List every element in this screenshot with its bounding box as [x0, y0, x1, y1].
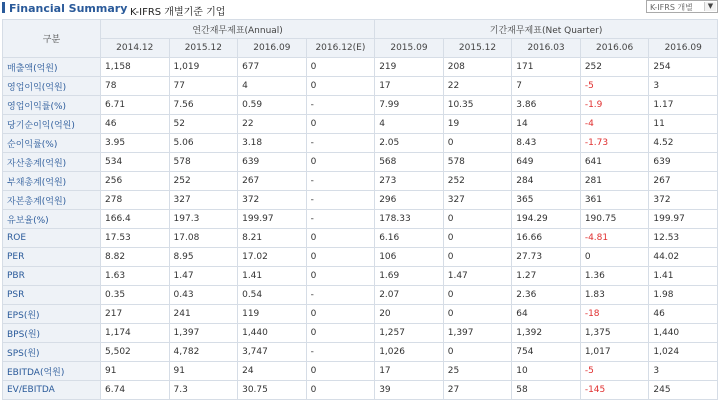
table-cell: 64 [512, 305, 581, 324]
row-label-link[interactable]: BPS(원) [3, 324, 101, 343]
table-cell: -4 [580, 115, 649, 134]
table-cell: 91 [101, 362, 170, 381]
table-cell: 106 [375, 248, 444, 267]
table-cell: 3 [649, 362, 718, 381]
table-cell: 534 [101, 153, 170, 172]
table-cell: -1.73 [580, 134, 649, 153]
table-cell: 166.4 [101, 210, 170, 229]
table-cell: 1.41 [238, 267, 307, 286]
table-cell: - [306, 172, 375, 191]
column-header: 2016.09 [238, 39, 307, 58]
table-cell: 1,397 [443, 324, 512, 343]
table-cell: 178.33 [375, 210, 444, 229]
table-cell: 372 [649, 191, 718, 210]
table-cell: 0 [306, 248, 375, 267]
title-text: Financial Summary [9, 2, 128, 15]
table-cell: 16.66 [512, 229, 581, 248]
table-cell: 1,440 [649, 324, 718, 343]
row-label-link[interactable]: PSR [3, 286, 101, 305]
table-cell: 119 [238, 305, 307, 324]
row-label-link[interactable]: 부채총계(억원) [3, 172, 101, 191]
table-cell: 3.95 [101, 134, 170, 153]
header-label-column: 구분 [3, 20, 101, 58]
row-label-link[interactable]: 자본총계(억원) [3, 191, 101, 210]
table-row [3, 286, 718, 305]
table-cell: 1,375 [580, 324, 649, 343]
table-cell: 278 [101, 191, 170, 210]
table-cell: 17 [375, 362, 444, 381]
table-cell: 27.73 [512, 248, 581, 267]
table-cell: 273 [375, 172, 444, 191]
table-cell: - [306, 134, 375, 153]
title-marker-icon [2, 2, 5, 13]
table-cell: 3.86 [512, 96, 581, 115]
select-value: K-IFRS 개별 [650, 3, 693, 12]
table-cell: 361 [580, 191, 649, 210]
table-cell: 17.53 [101, 229, 170, 248]
table-cell: 0.54 [238, 286, 307, 305]
table-row [3, 210, 718, 229]
table-cell: 19 [443, 115, 512, 134]
table-cell: 3,747 [238, 343, 307, 362]
table-row [3, 267, 718, 286]
table-row [3, 153, 718, 172]
financial-summary-table [2, 19, 718, 400]
table-cell: 2.07 [375, 286, 444, 305]
table-cell: 578 [443, 153, 512, 172]
table-cell: 0.35 [101, 286, 170, 305]
row-label-link[interactable]: 영업이익률(%) [3, 96, 101, 115]
table-cell: 208 [443, 58, 512, 77]
table-cell: 0 [306, 362, 375, 381]
row-label-link[interactable]: 당기순이익(억원) [3, 115, 101, 134]
table-cell: 30.75 [238, 381, 307, 400]
table-cell: 8.82 [101, 248, 170, 267]
table-row [3, 324, 718, 343]
table-cell: 77 [169, 77, 238, 96]
table-cell: 78 [101, 77, 170, 96]
table-cell: 199.97 [238, 210, 307, 229]
table-cell: 0 [306, 267, 375, 286]
row-label-link[interactable]: EV/EBITDA [3, 381, 101, 400]
table-cell: 5,502 [101, 343, 170, 362]
table-cell: 1.69 [375, 267, 444, 286]
table-cell: 11 [649, 115, 718, 134]
table-cell: 0 [443, 343, 512, 362]
table-cell: 194.29 [512, 210, 581, 229]
table-cell: -145 [580, 381, 649, 400]
table-cell: 284 [512, 172, 581, 191]
row-label-link[interactable]: 영업이익(억원) [3, 77, 101, 96]
table-cell: 7.3 [169, 381, 238, 400]
column-header: 2015.12 [169, 39, 238, 58]
table-cell: 12.53 [649, 229, 718, 248]
column-header: 2015.09 [375, 39, 444, 58]
row-label-link[interactable]: EBITDA(억원) [3, 362, 101, 381]
row-label-link[interactable]: PBR [3, 267, 101, 286]
table-row [3, 248, 718, 267]
table-cell: 17.08 [169, 229, 238, 248]
table-cell: 0 [306, 77, 375, 96]
table-cell: 0 [306, 153, 375, 172]
accounting-basis-select[interactable] [646, 0, 718, 13]
section-title [2, 2, 127, 15]
table-cell: 254 [649, 58, 718, 77]
table-cell: 0 [306, 115, 375, 134]
table-cell: 252 [169, 172, 238, 191]
table-cell: 0 [306, 229, 375, 248]
table-cell: 0 [443, 229, 512, 248]
table-cell: 0 [443, 305, 512, 324]
table-cell: 1.27 [512, 267, 581, 286]
table-row [3, 58, 718, 77]
table-cell: 252 [580, 58, 649, 77]
table-cell: 0 [306, 324, 375, 343]
table-cell: 6.16 [375, 229, 444, 248]
row-label-link[interactable]: PER [3, 248, 101, 267]
table-cell: 25 [443, 362, 512, 381]
table-cell: 8.21 [238, 229, 307, 248]
table-cell: 568 [375, 153, 444, 172]
table-cell: 1,440 [238, 324, 307, 343]
table-cell: 365 [512, 191, 581, 210]
table-row [3, 362, 718, 381]
table-row [3, 77, 718, 96]
table-row [3, 229, 718, 248]
table-cell: 1,024 [649, 343, 718, 362]
table-row [3, 172, 718, 191]
table-cell: 22 [238, 115, 307, 134]
table-cell: -5 [580, 77, 649, 96]
table-cell: 39 [375, 381, 444, 400]
table-cell: 267 [649, 172, 718, 191]
table-cell: 4,782 [169, 343, 238, 362]
table-cell: 281 [580, 172, 649, 191]
table-cell: 1,019 [169, 58, 238, 77]
table-cell: 0 [580, 248, 649, 267]
table-cell: - [306, 191, 375, 210]
row-label-link[interactable]: 매출액(억원) [3, 58, 101, 77]
table-cell: 7.99 [375, 96, 444, 115]
table-cell: 17.02 [238, 248, 307, 267]
table-cell: 1.17 [649, 96, 718, 115]
column-header: 2014.12 [101, 39, 170, 58]
table-cell: 27 [443, 381, 512, 400]
table-cell: 8.95 [169, 248, 238, 267]
table-cell: 0.43 [169, 286, 238, 305]
row-label-link[interactable]: SPS(원) [3, 343, 101, 362]
table-cell: 1.47 [443, 267, 512, 286]
table-cell: 46 [649, 305, 718, 324]
table-cell: 245 [649, 381, 718, 400]
table-cell: 256 [101, 172, 170, 191]
column-header: 2016.09 [649, 39, 718, 58]
table-row [3, 134, 718, 153]
table-cell: 6.74 [101, 381, 170, 400]
column-header: 2016.03 [512, 39, 581, 58]
row-label-link[interactable]: 순이익률(%) [3, 134, 101, 153]
table-cell: 52 [169, 115, 238, 134]
table-cell: 296 [375, 191, 444, 210]
table-cell: 6.71 [101, 96, 170, 115]
table-cell: 1,026 [375, 343, 444, 362]
table-cell: 171 [512, 58, 581, 77]
table-cell: 639 [649, 153, 718, 172]
table-cell: 7.56 [169, 96, 238, 115]
table-cell: 1.41 [649, 267, 718, 286]
table-cell: 199.97 [649, 210, 718, 229]
table-cell: 217 [101, 305, 170, 324]
column-header: 2015.12 [443, 39, 512, 58]
table-cell: 0 [443, 286, 512, 305]
table-cell: 190.75 [580, 210, 649, 229]
table-cell: 24 [238, 362, 307, 381]
table-cell: 7 [512, 77, 581, 96]
table-cell: 2.36 [512, 286, 581, 305]
row-label-link[interactable]: 유보율(%) [3, 210, 101, 229]
table-cell: 0.59 [238, 96, 307, 115]
table-cell: 252 [443, 172, 512, 191]
table-cell: 1,174 [101, 324, 170, 343]
table-cell: 91 [169, 362, 238, 381]
table-cell: 578 [169, 153, 238, 172]
table-cell: -5 [580, 362, 649, 381]
header-annual-group: 연간재무제표(Annual) [101, 20, 375, 39]
table-row [3, 305, 718, 324]
table-cell: 1,257 [375, 324, 444, 343]
table-cell: 1.63 [101, 267, 170, 286]
row-label-link[interactable]: ROE [3, 229, 101, 248]
table-cell: 58 [512, 381, 581, 400]
table-cell: 1,397 [169, 324, 238, 343]
table-cell: -4.81 [580, 229, 649, 248]
table-cell: 241 [169, 305, 238, 324]
table-cell: 14 [512, 115, 581, 134]
table-cell: 22 [443, 77, 512, 96]
table-cell: -1.9 [580, 96, 649, 115]
table-cell: 4 [238, 77, 307, 96]
table-cell: 1,158 [101, 58, 170, 77]
table-cell: 1.98 [649, 286, 718, 305]
row-label-link[interactable]: 자산총계(억원) [3, 153, 101, 172]
table-cell: 1,392 [512, 324, 581, 343]
table-cell: 20 [375, 305, 444, 324]
table-cell: 641 [580, 153, 649, 172]
chevron-down-icon[interactable]: ▼ [704, 2, 716, 11]
table-cell: 0 [306, 381, 375, 400]
header-quarter-group: 기간재무제표(Net Quarter) [375, 20, 718, 39]
table-cell: 0 [443, 210, 512, 229]
table-cell: 3.18 [238, 134, 307, 153]
table-cell: 44.02 [649, 248, 718, 267]
table-cell: 4 [375, 115, 444, 134]
table-cell: 649 [512, 153, 581, 172]
table-cell: 0 [443, 134, 512, 153]
table-row [3, 381, 718, 400]
table-cell: 677 [238, 58, 307, 77]
table-cell: 372 [238, 191, 307, 210]
table-row [3, 191, 718, 210]
table-cell: 2.05 [375, 134, 444, 153]
table-cell: 754 [512, 343, 581, 362]
table-cell: 327 [443, 191, 512, 210]
table-cell: 0 [306, 58, 375, 77]
row-label-link[interactable]: EPS(원) [3, 305, 101, 324]
accounting-basis-label: K-IFRS 개별기준 기업 [130, 7, 226, 18]
table-cell: 197.3 [169, 210, 238, 229]
table-cell: 0 [443, 248, 512, 267]
table-cell: 0 [306, 305, 375, 324]
table-cell: -18 [580, 305, 649, 324]
table-cell: 267 [238, 172, 307, 191]
table-cell: 1.36 [580, 267, 649, 286]
column-header: 2016.06 [580, 39, 649, 58]
table-row [3, 115, 718, 134]
table-cell: - [306, 210, 375, 229]
table-cell: 17 [375, 77, 444, 96]
table-cell: 1.83 [580, 286, 649, 305]
table-row [3, 96, 718, 115]
table-cell: 1.47 [169, 267, 238, 286]
table-cell: 639 [238, 153, 307, 172]
table-cell: 1,017 [580, 343, 649, 362]
column-header: 2016.12(E) [306, 39, 375, 58]
table-cell: 10 [512, 362, 581, 381]
table-cell: - [306, 286, 375, 305]
table-cell: 46 [101, 115, 170, 134]
table-cell: 4.52 [649, 134, 718, 153]
table-cell: 327 [169, 191, 238, 210]
table-cell: - [306, 343, 375, 362]
section-header [0, 0, 720, 18]
table-cell: 5.06 [169, 134, 238, 153]
table-cell: - [306, 96, 375, 115]
table-row [3, 343, 718, 362]
table-cell: 219 [375, 58, 444, 77]
table-cell: 10.35 [443, 96, 512, 115]
table-cell: 3 [649, 77, 718, 96]
table-cell: 8.43 [512, 134, 581, 153]
